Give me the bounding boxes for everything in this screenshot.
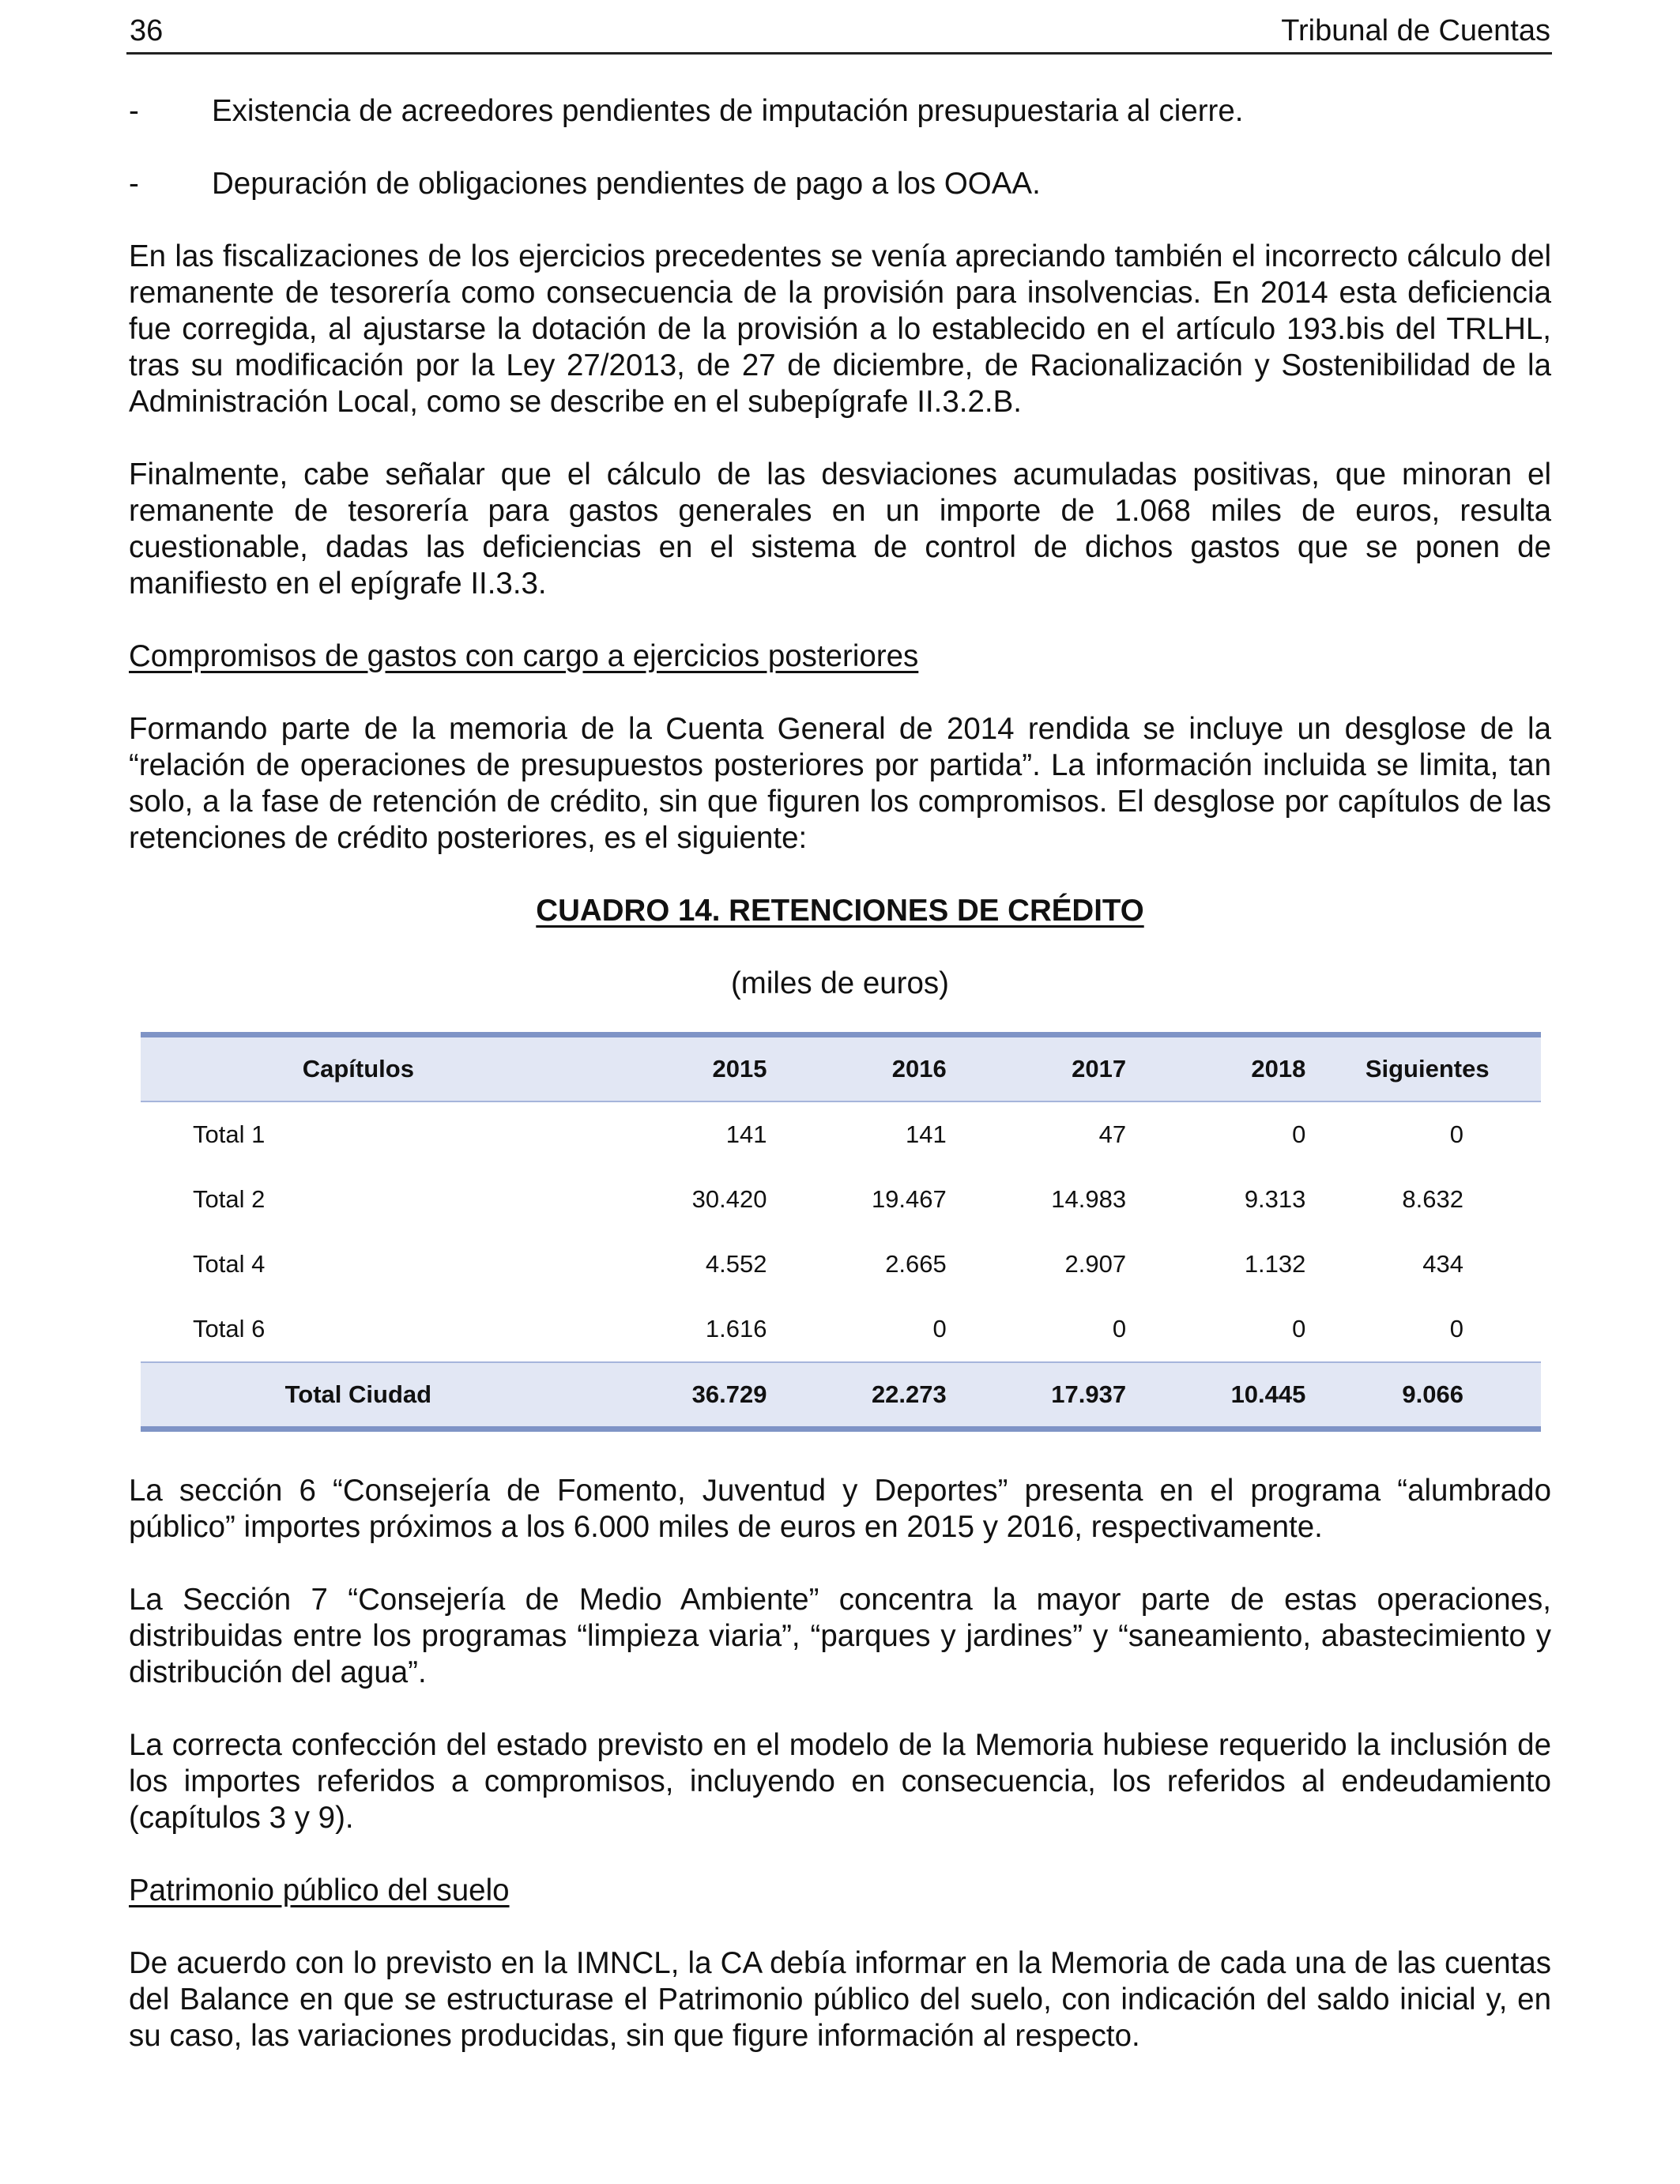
total-cell: 17.937 xyxy=(1051,1380,1127,1408)
document-body xyxy=(129,93,1551,2054)
table-cell: 0 xyxy=(1112,1315,1127,1342)
section-heading: Compromisos de gastos con cargo a ejercicios posteriores xyxy=(129,639,919,673)
table-cell: 4.552 xyxy=(705,1250,767,1278)
table-cell: 47 xyxy=(1098,1120,1127,1148)
retenciones-table xyxy=(141,1032,1541,1432)
table-cell: 434 xyxy=(1422,1250,1463,1278)
paragraph: Formando parte de la memoria de la Cuenta General de 2014 rendida se incluye un desglose de la “relación de operaciones de presupuestos posteriores por partida”. La información incluida se limita, tan solo, a la fase de retención de crédito, sin que figuren los compromisos. El desglose por capítulos de las retenciones de crédito posteriores, es el siguiente: xyxy=(129,712,1551,855)
row-label: Total 6 xyxy=(193,1315,266,1342)
table-row xyxy=(141,1167,1541,1232)
table-row xyxy=(141,1232,1541,1297)
table-cell: 0 xyxy=(1449,1315,1463,1342)
paragraph: De acuerdo con lo previsto en la IMNCL, la CA debía informar en la Memoria de cada una de las cuentas del Balance en que se estructurase el Patrimonio público del suelo, con indicación del saldo inicial y, en su caso, las variaciones producidas, sin que figure información al respecto. xyxy=(129,1946,1551,2053)
table-cell: 14.983 xyxy=(1051,1185,1127,1213)
table-cell: 141 xyxy=(906,1120,947,1148)
running-title: Tribunal de Cuentas xyxy=(1281,14,1550,47)
row-label: Total 1 xyxy=(193,1120,266,1148)
table-header-row xyxy=(141,1035,1541,1102)
total-cell: 10.445 xyxy=(1230,1380,1306,1408)
table-total-row xyxy=(141,1362,1541,1429)
column-header: 2015 xyxy=(712,1055,767,1083)
table-cell: 1.132 xyxy=(1244,1250,1306,1278)
section-heading: Patrimonio público del suelo xyxy=(129,1873,510,1907)
column-header: 2016 xyxy=(891,1055,947,1083)
table-cell: 19.467 xyxy=(871,1185,947,1213)
row-label: Total 2 xyxy=(193,1185,266,1213)
table-title: CUADRO 14. RETENCIONES DE CRÉDITO xyxy=(536,894,1144,928)
table-row xyxy=(141,1101,1541,1167)
column-header: Siguientes xyxy=(1365,1055,1490,1083)
paragraph: Finalmente, cabe señalar que el cálculo de las desviaciones acumuladas positivas, que minoran el remanente de tesorería para gastos generales en un importe de 1.068 miles de euros, resulta cuestionable, dadas las deficiencias en el sistema de control de dichos gastos que se ponen de manifiesto en el epígrafe II.3.3. xyxy=(129,458,1551,601)
table-row xyxy=(141,1297,1541,1362)
paragraph: La sección 6 “Consejería de Fomento, Juventud y Deportes” presenta en el programa “alumbrado público” importes próximos a los 6.000 miles de euros en 2015 y 2016, respectivamente. xyxy=(129,1474,1551,1544)
table-cell: 2.665 xyxy=(885,1250,947,1278)
bullet-marker: - xyxy=(129,167,139,201)
page-header xyxy=(126,11,1552,55)
total-cell: 22.273 xyxy=(871,1380,947,1408)
paragraph: La Sección 7 “Consejería de Medio Ambiente” concentra la mayor parte de estas operaciones, distribuidas entre los programas “limpieza viaria”, “parques y jardines” y “saneamiento, abastecimiento y distribución del agua”. xyxy=(129,1583,1551,1689)
table-cell: 8.632 xyxy=(1402,1185,1463,1213)
bullet-marker: - xyxy=(129,94,139,128)
table-cell: 1.616 xyxy=(705,1315,767,1342)
bullet-item xyxy=(129,166,1551,202)
column-header: 2017 xyxy=(1072,1055,1127,1083)
bullet-text: Depuración de obligaciones pendientes de pago a los OOAA. xyxy=(212,167,1041,201)
total-cell: 36.729 xyxy=(691,1380,767,1408)
table-cell: 0 xyxy=(1449,1120,1463,1148)
column-header: Capítulos xyxy=(302,1055,414,1083)
table-cell: 0 xyxy=(932,1315,947,1342)
row-label: Total 4 xyxy=(193,1250,266,1278)
table-cell: 0 xyxy=(1292,1315,1306,1342)
table-cell: 30.420 xyxy=(691,1185,767,1213)
table-cell: 9.313 xyxy=(1244,1185,1306,1213)
column-header: 2018 xyxy=(1251,1055,1306,1083)
paragraph: En las fiscalizaciones de los ejercicios precedentes se venía apreciando también el incorrecto cálculo del remanente de tesorería como consecuencia de la provisión para insolvencias. En 2014 esta deficiencia fue corregida, al ajustarse la dotación de la provisión a lo establecido en el artículo 193.bis del TRLHL, tras su modificación por la Ley 27/2013, de 27 de diciembre, de Racionalización y Sostenibilidad de la Administración Local, como se describe en el subepígrafe II.3.2.B. xyxy=(129,239,1551,419)
table-cell: 2.907 xyxy=(1064,1250,1127,1278)
table-subtitle: (miles de euros) xyxy=(730,966,949,1000)
total-label: Total Ciudad xyxy=(284,1380,432,1408)
bullet-item xyxy=(129,93,1551,130)
total-cell: 9.066 xyxy=(1402,1380,1463,1408)
paragraph: La correcta confección del estado previsto en el modelo de la Memoria hubiese requerido la inclusión de los importes referidos a compromisos, incluyendo en consecuencia, los referidos al endeudamiento (capítulos 3 y 9). xyxy=(129,1728,1551,1835)
table-cell: 141 xyxy=(725,1120,767,1148)
bullet-text: Existencia de acreedores pendientes de imputación presupuestaria al cierre. xyxy=(212,94,1244,128)
table-cell: 0 xyxy=(1292,1120,1306,1148)
page-number: 36 xyxy=(130,14,164,47)
